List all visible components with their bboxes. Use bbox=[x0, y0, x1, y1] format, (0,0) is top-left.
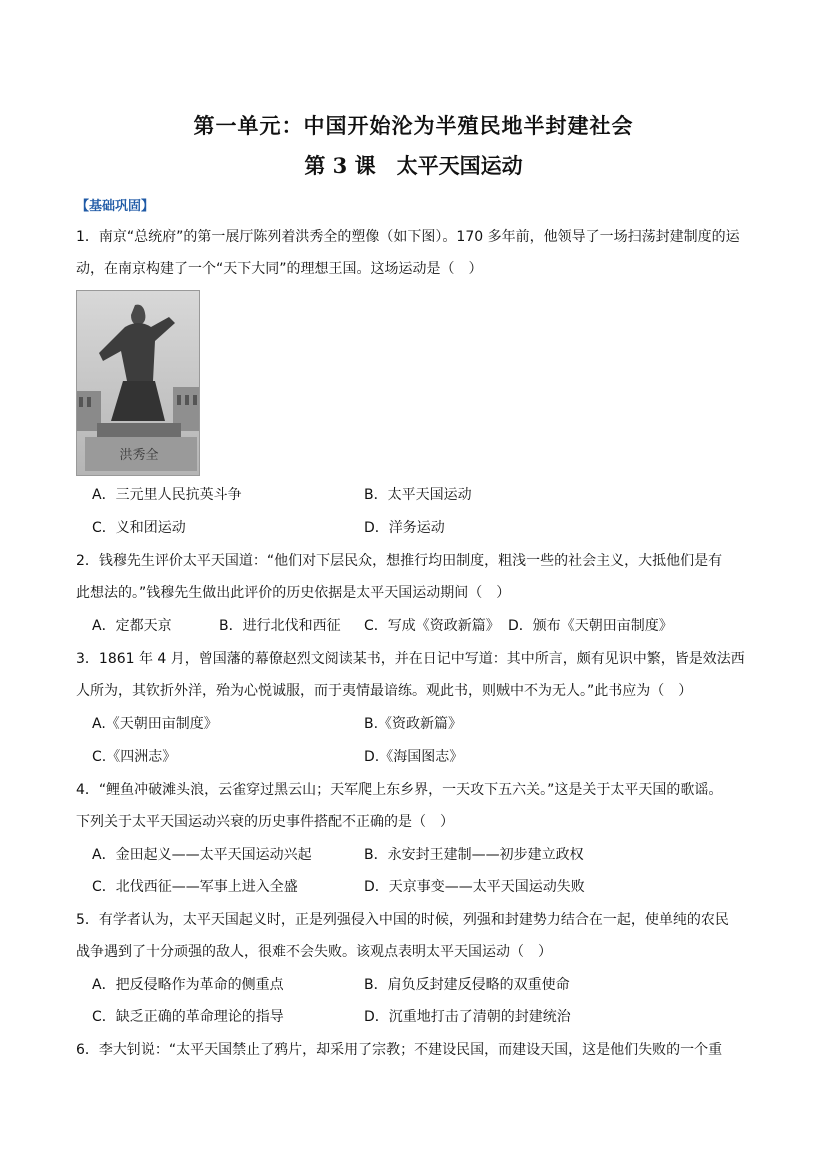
q3-option-b: B.《资政新篇》 bbox=[364, 716, 463, 732]
question-4-line-2: 下列关于太平天国运动兴衰的历史事件搭配不正确的是（ ） bbox=[76, 814, 454, 830]
question-6-line-1: 6．李大钊说：“太平天国禁止了鸦片，却采用了宗教；不建设民国，而建设天国，这是他们失败的一个重 bbox=[76, 1042, 723, 1058]
q4-option-d: D．天京事变——太平天国运动失败 bbox=[364, 879, 585, 895]
q2-option-d: D．颁布《天朝田亩制度》 bbox=[508, 618, 673, 634]
q2-option-c: C．写成《资政新篇》 bbox=[364, 618, 500, 634]
q4-option-c: C．北伐西征——军事上进入全盛 bbox=[92, 879, 298, 895]
q3-option-c: C.《四洲志》 bbox=[92, 749, 177, 765]
q1-option-c: C．义和团运动 bbox=[92, 520, 186, 536]
question-1-line-1: 1．南京“总统府”的第一展厅陈列着洪秀全的塑像（如下图）。170 多年前，他领导了一场扫荡封建制度的运 bbox=[76, 229, 740, 245]
q5-option-d: D．沉重地打击了清朝的封建统治 bbox=[364, 1009, 571, 1025]
statue-photo bbox=[76, 290, 200, 476]
question-4-line-1: 4．“鲤鱼冲破滩头浪，云雀穿过黑云山；天军爬上东乡界，一天攻下五六关。”这是关于太平天国的歌谣。 bbox=[76, 782, 723, 798]
q2-option-a: A．定都天京 bbox=[92, 618, 172, 634]
question-3-line-1: 3．1861 年 4 月，曾国藩的幕僚赵烈文阅读某书，并在日记中写道：其中所言，颇有见识中繁，皆是效法西 bbox=[76, 651, 745, 667]
q5-option-a: A．把反侵略作为革命的侧重点 bbox=[92, 977, 284, 993]
question-2-line-1: 2．钱穆先生评价太平天国道：“他们对下层民众，想推行均田制度，粗浅一些的社会主义，大抵他们是有 bbox=[76, 553, 723, 569]
q3-option-a: A.《天朝田亩制度》 bbox=[92, 716, 218, 732]
q2-option-b: B．进行北伐和西征 bbox=[219, 618, 341, 634]
q4-option-a: A．金田起义——太平天国运动兴起 bbox=[92, 847, 312, 863]
question-5-line-2: 战争遇到了十分顽强的敌人，很难不会失败。该观点表明太平天国运动（ ） bbox=[76, 944, 552, 960]
pedestal-inscription: 洪秀全 bbox=[119, 448, 159, 463]
question-1-line-2: 动，在南京构建了一个“天下大同”的理想王国。这场运动是（ ） bbox=[76, 261, 483, 277]
question-2-line-2: 此想法的。”钱穆先生做出此评价的历史依据是太平天国运动期间（ ） bbox=[76, 585, 511, 601]
question-3-line-2: 人所为，其钦折外洋，殆为心悦诚服，而于夷情最谙练。观此书，则贼中不为无人。”此书应为（ ） bbox=[76, 683, 693, 699]
unit-title: 第一单元：中国开始沦为半殖民地半封建社会 bbox=[193, 113, 634, 138]
q1-option-b: B．太平天国运动 bbox=[364, 487, 472, 503]
statue-illustration bbox=[77, 291, 199, 475]
q4-option-b: B．永安封王建制——初步建立政权 bbox=[364, 847, 584, 863]
q1-option-a: A．三元里人民抗英斗争 bbox=[92, 487, 242, 503]
lesson-title: 第 3 课 太平天国运动 bbox=[304, 153, 523, 178]
q1-option-d: D．洋务运动 bbox=[364, 520, 445, 536]
q5-option-b: B．肩负反封建反侵略的双重使命 bbox=[364, 977, 570, 993]
section-label: 【基础巩固】 bbox=[76, 199, 155, 214]
q5-option-c: C．缺乏正确的革命理论的指导 bbox=[92, 1009, 284, 1025]
question-5-line-1: 5．有学者认为，太平天国起义时，正是列强侵入中国的时候，列强和封建势力结合在一起，使单纯的农民 bbox=[76, 912, 729, 928]
q3-option-d: D.《海国图志》 bbox=[364, 749, 464, 765]
